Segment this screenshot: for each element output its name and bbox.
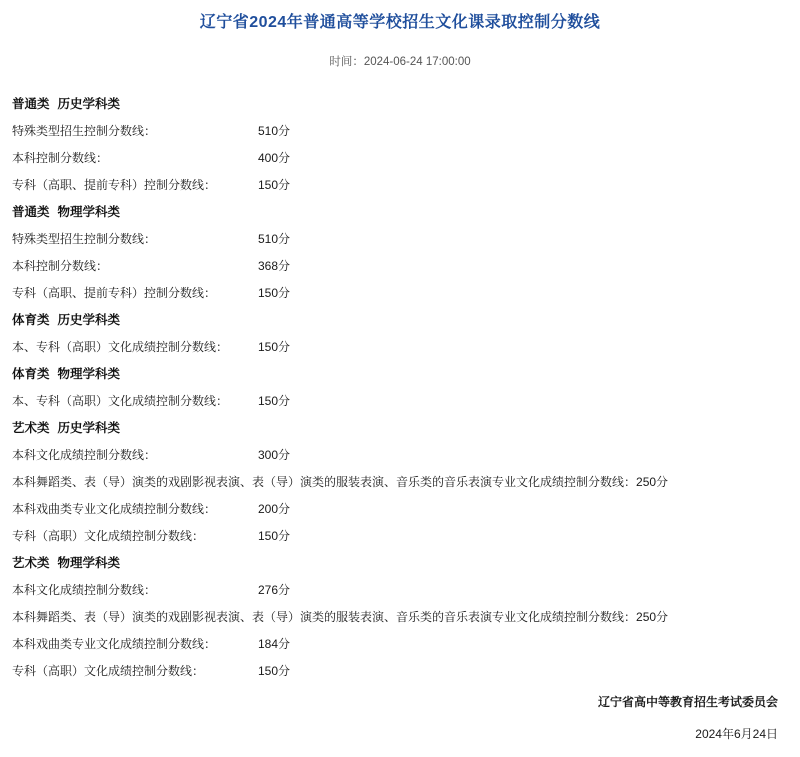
score-line-value: 510分 xyxy=(258,124,291,138)
section-heading xyxy=(12,549,790,576)
section-subject: 物理学科类 xyxy=(57,556,121,570)
score-line-label: 本科文化成绩控制分数线： xyxy=(12,583,157,597)
score-line-label: 本科控制分数线： xyxy=(12,259,109,273)
section-heading xyxy=(12,306,790,333)
score-line-value: 300分 xyxy=(258,448,291,462)
score-line-row xyxy=(12,495,790,522)
publish-time: 时间：2024-06-24 17:00:00 xyxy=(329,56,471,68)
score-line-label: 本科控制分数线： xyxy=(12,151,109,165)
score-line-value: 276分 xyxy=(258,583,291,597)
score-line-label: 特殊类型招生控制分数线： xyxy=(12,124,157,138)
score-line-value: 150分 xyxy=(258,178,291,192)
score-line-value: 150分 xyxy=(258,529,291,543)
page-title: 辽宁省2024年普通高等学校招生文化课录取控制分数线 xyxy=(199,14,601,31)
score-line-row xyxy=(12,657,790,684)
score-line-row xyxy=(12,333,790,360)
score-line-row xyxy=(12,387,790,414)
section-subject: 历史学科类 xyxy=(57,313,121,327)
section-category: 艺术类 xyxy=(12,421,50,435)
issuing-organization: 辽宁省高中等教育招生考试委员会 xyxy=(597,695,778,709)
score-section xyxy=(12,90,790,198)
section-subject: 历史学科类 xyxy=(57,421,121,435)
issue-date: 2024年6月24日 xyxy=(695,727,778,741)
score-line-value: 150分 xyxy=(258,664,291,678)
score-line-value: 200分 xyxy=(258,502,291,516)
score-line-label: 本、专科（高职）文化成绩控制分数线： xyxy=(12,340,229,354)
section-heading xyxy=(12,360,790,387)
score-section xyxy=(12,414,790,549)
score-section xyxy=(12,360,790,414)
section-category: 普通类 xyxy=(12,97,50,111)
score-line-label: 专科（高职、提前专科）控制分数线： xyxy=(12,286,217,300)
section-heading xyxy=(12,414,790,441)
score-line-label: 本、专科（高职）文化成绩控制分数线： xyxy=(12,394,229,408)
score-line-row xyxy=(12,630,790,657)
section-heading xyxy=(12,198,790,225)
section-category: 体育类 xyxy=(12,313,50,327)
score-line-label: 本科文化成绩控制分数线： xyxy=(12,448,157,462)
score-line-row xyxy=(12,252,790,279)
score-line-label: 专科（高职）文化成绩控制分数线： xyxy=(12,529,205,543)
score-section xyxy=(12,198,790,306)
score-line-value: 150分 xyxy=(258,394,291,408)
document-footer xyxy=(598,693,778,743)
section-category: 艺术类 xyxy=(12,556,50,570)
score-line-value: 150分 xyxy=(258,340,291,354)
score-line-label: 本科舞蹈类、表（导）演类的戏剧影视表演、表（导）演类的服装表演、音乐类的音乐表演专业文化成绩控制分数线： xyxy=(12,610,637,624)
section-subject: 物理学科类 xyxy=(57,367,121,381)
score-line-row xyxy=(12,468,790,495)
section-heading xyxy=(12,90,790,117)
score-line-label: 特殊类型招生控制分数线： xyxy=(12,232,157,246)
score-section xyxy=(12,306,790,360)
section-subject: 历史学科类 xyxy=(57,97,121,111)
score-line-row xyxy=(12,144,790,171)
section-category: 体育类 xyxy=(12,367,50,381)
score-line-value: 150分 xyxy=(258,286,291,300)
section-category: 普通类 xyxy=(12,205,50,219)
score-line-value: 184分 xyxy=(258,637,291,651)
score-line-row xyxy=(12,225,790,252)
score-section xyxy=(12,549,790,684)
score-line-row xyxy=(12,603,790,630)
score-line-label: 专科（高职）文化成绩控制分数线： xyxy=(12,664,205,678)
score-line-value: 250分 xyxy=(636,475,669,489)
score-line-label: 专科（高职、提前专科）控制分数线： xyxy=(12,178,217,192)
score-line-row xyxy=(12,576,790,603)
score-line-row xyxy=(12,441,790,468)
score-line-value: 250分 xyxy=(636,610,669,624)
score-line-row xyxy=(12,279,790,306)
score-line-value: 400分 xyxy=(258,151,291,165)
score-line-label: 本科戏曲类专业文化成绩控制分数线： xyxy=(12,637,217,651)
score-lines-body xyxy=(10,90,790,684)
score-line-label: 本科戏曲类专业文化成绩控制分数线： xyxy=(12,502,217,516)
document-page xyxy=(0,12,800,757)
score-line-row xyxy=(12,171,790,198)
score-line-value: 510分 xyxy=(258,232,291,246)
score-line-label: 本科舞蹈类、表（导）演类的戏剧影视表演、表（导）演类的服装表演、音乐类的音乐表演专业文化成绩控制分数线： xyxy=(12,475,637,489)
score-line-value: 368分 xyxy=(258,259,291,273)
score-line-row xyxy=(12,117,790,144)
score-line-row xyxy=(12,522,790,549)
section-subject: 物理学科类 xyxy=(57,205,121,219)
